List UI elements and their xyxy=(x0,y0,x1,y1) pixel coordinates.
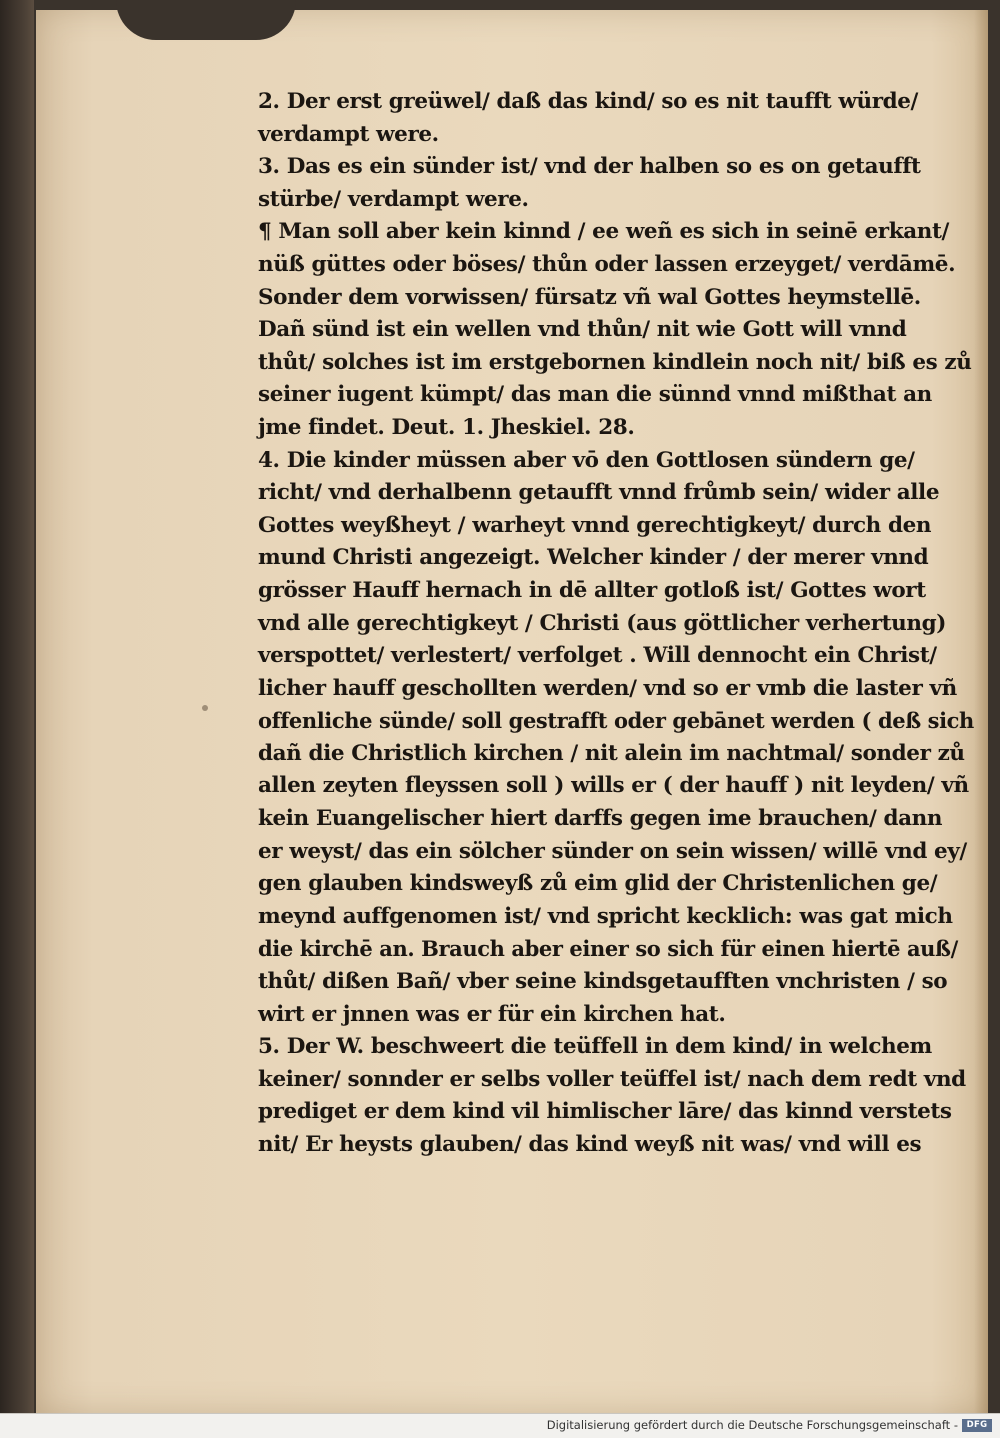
text-line: kein Euangelischer hiert darffs gegen ime brauchen/ dann xyxy=(258,806,943,832)
text-line: richt/ vnd derhalbenn getaufft vnnd frůmb sein/ wider alle xyxy=(258,480,940,506)
book-cover-edge xyxy=(0,0,34,1413)
page-torn-corner xyxy=(116,0,296,40)
text-line: nit/ Er heysts glauben/ das kind weyß nit was/ vnd will es xyxy=(258,1132,922,1157)
text-line: Dañ sünd ist ein wellen vnd thůn/ nit wie Gott will vnnd xyxy=(258,317,907,343)
text-line: 4. Die kinder müssen aber vō den Gottlosen sündern ge/ xyxy=(258,447,915,473)
text-line: er weyst/ das ein sölcher sünder on sein wissen/ willē vnd ey/ xyxy=(258,838,967,864)
text-line: Gottes weyßheyt / warheyt vnnd gerechtigkeyt/ durch den xyxy=(258,512,932,538)
text-line: 2. Der erst greüwel/ daß das kind/ so es nit taufft würde/ xyxy=(258,89,919,114)
funding-credit: Digitalisierung gefördert durch die Deutsche Forschungsgemeinschaft - xyxy=(546,1418,958,1432)
text-line: mund Christi angezeigt. Welcher kinder / der merer vnnd xyxy=(258,545,929,571)
text-line: verdampt were. xyxy=(258,121,439,147)
text-line: ¶ Man soll aber kein kinnd / ee weñ es sich in seinē erkant/ xyxy=(258,219,949,245)
blackletter-text-block xyxy=(258,86,974,1162)
text-line: grösser Hauff hernach in dē allter gotloß ist/ Gottes wort xyxy=(258,577,926,603)
text-line: Sonder dem vorwissen/ fürsatz vñ wal Gottes heymstellē. xyxy=(258,284,921,310)
text-line: nüß güttes oder böses/ thůn oder lassen erzeyget/ verdāmē. xyxy=(258,251,956,277)
text-line: keiner/ sonnder er selbs voller teüffel ist/ nach dem redt vnd xyxy=(258,1066,966,1092)
footer-bar xyxy=(0,1413,1000,1438)
text-line: licher hauff geschollten werden/ vnd so er vmb die laster vñ xyxy=(258,675,957,701)
text-line: gen glauben kindsweyß zů eim glid der Christenlichen ge/ xyxy=(258,871,938,897)
ink-spot xyxy=(202,705,208,711)
text-line: stürbe/ verdampt were. xyxy=(258,186,529,212)
text-line: die kirchē an. Brauch aber einer so sich für einen hiertē auß/ xyxy=(258,936,958,962)
text-line: 3. Das es ein sünder ist/ vnd der halben so es on getaufft xyxy=(258,154,921,180)
text-line: offenliche sünde/ soll gestrafft oder gebānet werden ( deß sich xyxy=(258,708,974,734)
text-line: dañ die Christlich kirchen / nit alein im nachtmal/ sonder zů xyxy=(258,740,965,766)
text-line: thůt/ dißen Bañ/ vber seine kindsgetaufften vnchristen / so xyxy=(258,969,948,995)
text-line: verspottet/ verlestert/ verfolget . Will dennocht ein Christ/ xyxy=(258,643,937,669)
page-edge-shadow xyxy=(974,10,988,1413)
text-line: allen zeyten fleyssen soll ) wills er ( der hauff ) nit leyden/ vñ xyxy=(258,773,969,799)
text-line: wirt er jnnen was er für ein kirchen hat. xyxy=(258,1001,726,1027)
text-line: seiner iugent kümpt/ das man die sünnd vnnd mißthat an xyxy=(258,382,932,408)
text-line: vnd alle gerechtigkeyt / Christi (aus göttlicher verhertung) xyxy=(258,610,947,636)
text-line: jme findet. Deut. 1. Jheskiel. 28. xyxy=(258,414,635,440)
text-line: meynd auffgenomen ist/ vnd spricht kecklich: was gat mich xyxy=(258,903,953,929)
dfg-logo: DFG xyxy=(962,1419,992,1432)
text-line: thůt/ solches ist im erstgebornen kindlein noch nit/ biß es zů xyxy=(258,349,972,375)
text-line: prediget er dem kind vil himlischer lāre/ das kinnd verstets xyxy=(258,1099,952,1125)
text-line: 5. Der W. beschweert die teüffell in dem kind/ in welchem xyxy=(258,1034,932,1060)
